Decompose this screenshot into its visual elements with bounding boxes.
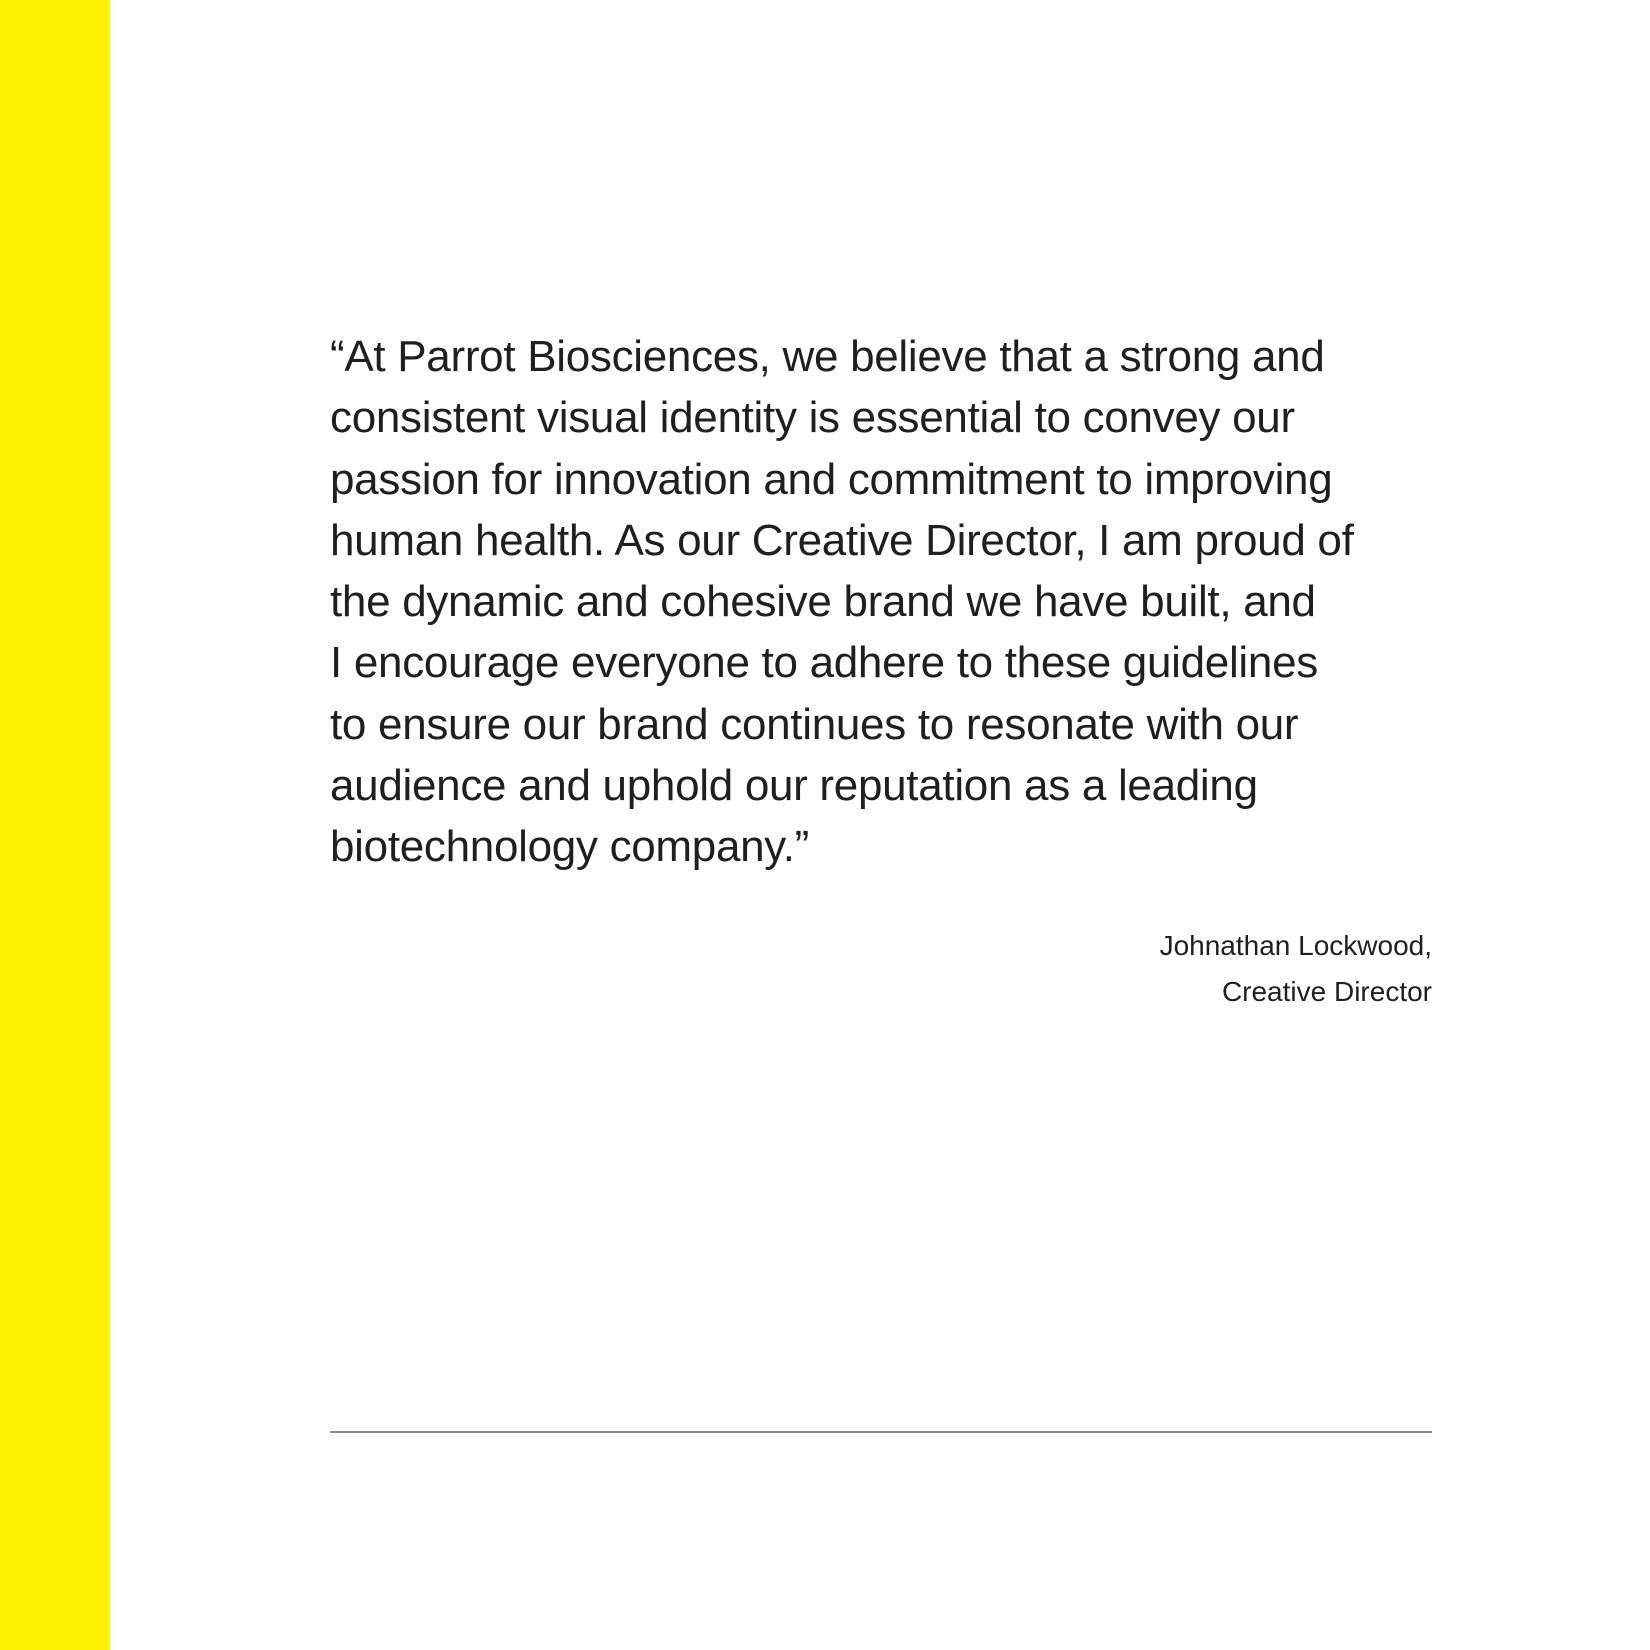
quote-line: passion for innovation and commitment to improving [330,454,1333,504]
quote-line: to ensure our brand continues to resonate with our [330,699,1299,749]
attribution-name: Johnathan Lockwood, [1159,930,1432,961]
quote-line: human health. As our Creative Director, I am proud of [330,515,1354,565]
quote-text [330,326,1440,878]
quote-line: consistent visual identity is essential to convey our [330,393,1295,443]
quote-attribution [1160,923,1432,1015]
footer-divider [330,1431,1432,1433]
quote-line: the dynamic and cohesive brand we have built, and [330,577,1316,627]
quote-line: I encourage everyone to adhere to these guidelines [330,638,1318,688]
quote-line: audience and uphold our reputation as a leading [330,761,1258,811]
accent-sidebar-bar [0,0,110,1650]
quote-line: “At Parrot Biosciences, we believe that a strong and [330,332,1325,381]
attribution-role: Creative Director [1221,976,1432,1007]
quote-line: biotechnology company.” [330,822,810,872]
